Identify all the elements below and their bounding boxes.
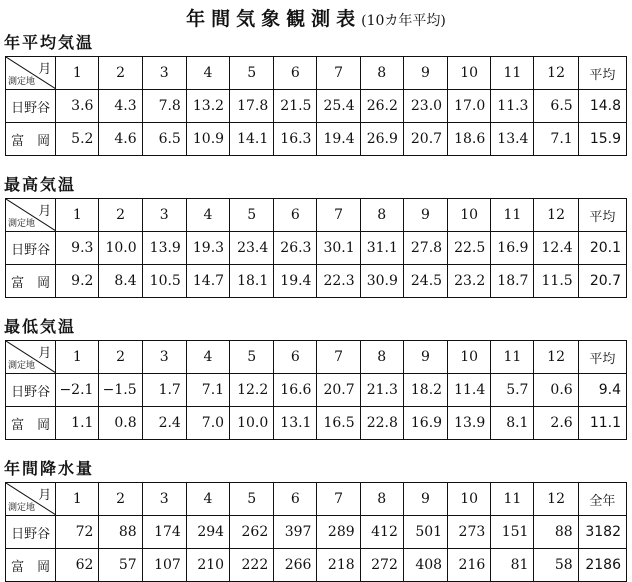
value-cell: 6.5 <box>142 123 186 156</box>
place-cell: 富 岡 <box>6 123 56 156</box>
value-cell: 174 <box>142 516 186 549</box>
table-row <box>6 123 627 156</box>
corner-cell <box>6 199 56 232</box>
value-cell: 7.1 <box>186 374 229 407</box>
header-row <box>6 341 627 374</box>
value-cell: 24.5 <box>403 265 447 298</box>
month-header: 10 <box>448 483 491 516</box>
value-cell: 0.8 <box>99 407 142 440</box>
corner-cell <box>6 57 56 90</box>
value-cell: 88 <box>534 516 578 549</box>
corner-month-label: 月 <box>38 488 52 503</box>
value-cell: 13.9 <box>142 232 186 265</box>
month-header: 3 <box>142 483 186 516</box>
month-header: 8 <box>360 483 403 516</box>
month-header: 2 <box>99 483 142 516</box>
value-cell: 216 <box>448 549 491 582</box>
corner-month-label: 月 <box>38 204 52 219</box>
month-header: 11 <box>491 199 534 232</box>
month-header: 4 <box>186 341 229 374</box>
value-cell: 18.2 <box>403 374 447 407</box>
month-header: 4 <box>186 483 229 516</box>
value-cell: −1.5 <box>99 374 142 407</box>
month-header: 7 <box>317 199 360 232</box>
month-header: 3 <box>142 199 186 232</box>
value-cell: 12.4 <box>534 232 578 265</box>
value-cell: 11.1 <box>578 407 626 440</box>
value-cell: 19.3 <box>186 232 229 265</box>
value-cell: 412 <box>360 516 403 549</box>
value-cell: 210 <box>186 549 229 582</box>
value-cell: 19.4 <box>317 123 360 156</box>
month-header: 10 <box>448 199 491 232</box>
value-cell: 30.9 <box>360 265 403 298</box>
summary-header: 平均 <box>578 199 626 232</box>
data-table <box>5 56 627 156</box>
month-header: 6 <box>274 57 317 90</box>
value-cell: 81 <box>491 549 534 582</box>
page-title-main: 年間気象観測表 <box>186 8 362 30</box>
month-header: 2 <box>99 341 142 374</box>
value-cell: 30.1 <box>317 232 360 265</box>
value-cell: 5.7 <box>491 374 534 407</box>
value-cell: 23.4 <box>230 232 274 265</box>
corner-cell <box>6 341 56 374</box>
value-cell: 14.8 <box>578 90 626 123</box>
header-row <box>6 199 627 232</box>
month-header: 9 <box>403 483 447 516</box>
page-title <box>0 4 632 31</box>
value-cell: 23.0 <box>403 90 447 123</box>
month-header: 3 <box>142 341 186 374</box>
place-cell: 富 岡 <box>6 549 56 582</box>
value-cell: 20.7 <box>317 374 360 407</box>
value-cell: 273 <box>448 516 491 549</box>
value-cell: 4.3 <box>99 90 142 123</box>
table-row <box>6 232 627 265</box>
value-cell: 14.7 <box>186 265 229 298</box>
section-title: 最高気温 <box>4 175 77 194</box>
value-cell: 0.6 <box>534 374 578 407</box>
value-cell: 16.6 <box>274 374 317 407</box>
value-cell: 7.1 <box>534 123 578 156</box>
place-cell: 日野谷 <box>6 90 56 123</box>
corner-month-label: 月 <box>38 62 52 77</box>
value-cell: 1.1 <box>56 407 99 440</box>
value-cell: 22.5 <box>448 232 491 265</box>
value-cell: 9.4 <box>578 374 626 407</box>
value-cell: 266 <box>274 549 317 582</box>
value-cell: 16.3 <box>274 123 317 156</box>
value-cell: 8.1 <box>491 407 534 440</box>
value-cell: 20.7 <box>578 265 626 298</box>
month-header: 2 <box>99 57 142 90</box>
value-cell: 88 <box>99 516 142 549</box>
month-header: 1 <box>56 341 99 374</box>
month-header: 5 <box>230 57 274 90</box>
table-row <box>6 549 627 582</box>
value-cell: 15.9 <box>578 123 626 156</box>
value-cell: 18.1 <box>230 265 274 298</box>
value-cell: 13.1 <box>274 407 317 440</box>
value-cell: 11.4 <box>448 374 491 407</box>
month-header: 8 <box>360 57 403 90</box>
table-row <box>6 516 627 549</box>
value-cell: 18.7 <box>491 265 534 298</box>
month-header: 5 <box>230 483 274 516</box>
value-cell: 11.5 <box>534 265 578 298</box>
corner-site-label: 測定地 <box>8 361 36 371</box>
data-table <box>5 198 627 298</box>
value-cell: 262 <box>230 516 274 549</box>
value-cell: 151 <box>491 516 534 549</box>
month-header: 12 <box>534 199 578 232</box>
value-cell: 397 <box>274 516 317 549</box>
page-subtitle: (10カ年平均) <box>361 13 446 29</box>
value-cell: 13.2 <box>186 90 229 123</box>
corner-cell <box>6 483 56 516</box>
month-header: 7 <box>317 341 360 374</box>
month-header: 5 <box>230 341 274 374</box>
month-header: 4 <box>186 57 229 90</box>
value-cell: −2.1 <box>56 374 99 407</box>
corner-month-label: 月 <box>38 346 52 361</box>
header-row <box>6 57 627 90</box>
value-cell: 9.2 <box>56 265 99 298</box>
value-cell: 10.5 <box>142 265 186 298</box>
month-header: 11 <box>491 341 534 374</box>
summary-header: 全年 <box>578 483 626 516</box>
month-header: 12 <box>534 483 578 516</box>
value-cell: 2.6 <box>534 407 578 440</box>
value-cell: 218 <box>317 549 360 582</box>
month-header: 12 <box>534 341 578 374</box>
table-row <box>6 265 627 298</box>
month-header: 9 <box>403 341 447 374</box>
value-cell: 6.5 <box>534 90 578 123</box>
place-cell: 日野谷 <box>6 374 56 407</box>
month-header: 8 <box>360 341 403 374</box>
summary-header: 平均 <box>578 341 626 374</box>
corner-site-label: 測定地 <box>8 77 36 87</box>
data-table <box>5 482 627 582</box>
value-cell: 3182 <box>578 516 626 549</box>
value-cell: 9.3 <box>56 232 99 265</box>
value-cell: 272 <box>360 549 403 582</box>
value-cell: 21.5 <box>274 90 317 123</box>
value-cell: 19.4 <box>274 265 317 298</box>
value-cell: 10.0 <box>230 407 274 440</box>
value-cell: 294 <box>186 516 229 549</box>
value-cell: 58 <box>534 549 578 582</box>
corner-site-label: 測定地 <box>8 503 36 513</box>
month-header: 6 <box>274 483 317 516</box>
value-cell: 2.4 <box>142 407 186 440</box>
value-cell: 23.2 <box>448 265 491 298</box>
value-cell: 13.4 <box>491 123 534 156</box>
value-cell: 222 <box>230 549 274 582</box>
value-cell: 13.9 <box>448 407 491 440</box>
value-cell: 17.0 <box>448 90 491 123</box>
month-header: 1 <box>56 199 99 232</box>
value-cell: 501 <box>403 516 447 549</box>
value-cell: 18.6 <box>448 123 491 156</box>
month-header: 1 <box>56 483 99 516</box>
table-row <box>6 90 627 123</box>
place-cell: 富 岡 <box>6 407 56 440</box>
summary-header: 平均 <box>578 57 626 90</box>
value-cell: 27.8 <box>403 232 447 265</box>
value-cell: 10.9 <box>186 123 229 156</box>
value-cell: 16.5 <box>317 407 360 440</box>
month-header: 10 <box>448 57 491 90</box>
value-cell: 22.8 <box>360 407 403 440</box>
value-cell: 16.9 <box>491 232 534 265</box>
value-cell: 7.0 <box>186 407 229 440</box>
value-cell: 57 <box>99 549 142 582</box>
month-header: 8 <box>360 199 403 232</box>
value-cell: 107 <box>142 549 186 582</box>
value-cell: 10.0 <box>99 232 142 265</box>
table-row <box>6 374 627 407</box>
table-row <box>6 407 627 440</box>
month-header: 9 <box>403 199 447 232</box>
value-cell: 21.3 <box>360 374 403 407</box>
value-cell: 26.3 <box>274 232 317 265</box>
month-header: 7 <box>317 483 360 516</box>
value-cell: 8.4 <box>99 265 142 298</box>
value-cell: 2186 <box>578 549 626 582</box>
place-cell: 富 岡 <box>6 265 56 298</box>
value-cell: 26.2 <box>360 90 403 123</box>
value-cell: 72 <box>56 516 99 549</box>
month-header: 2 <box>99 199 142 232</box>
value-cell: 12.2 <box>230 374 274 407</box>
month-header: 7 <box>317 57 360 90</box>
month-header: 6 <box>274 199 317 232</box>
value-cell: 26.9 <box>360 123 403 156</box>
section-title: 年間降水量 <box>4 459 95 478</box>
place-cell: 日野谷 <box>6 516 56 549</box>
value-cell: 11.3 <box>491 90 534 123</box>
value-cell: 31.1 <box>360 232 403 265</box>
value-cell: 14.1 <box>230 123 274 156</box>
corner-site-label: 測定地 <box>8 219 36 229</box>
month-header: 11 <box>491 57 534 90</box>
month-header: 10 <box>448 341 491 374</box>
month-header: 4 <box>186 199 229 232</box>
value-cell: 289 <box>317 516 360 549</box>
header-row <box>6 483 627 516</box>
value-cell: 4.6 <box>99 123 142 156</box>
section-title: 最低気温 <box>4 317 77 336</box>
month-header: 6 <box>274 341 317 374</box>
month-header: 12 <box>534 57 578 90</box>
value-cell: 17.8 <box>230 90 274 123</box>
value-cell: 16.9 <box>403 407 447 440</box>
month-header: 11 <box>491 483 534 516</box>
value-cell: 3.6 <box>56 90 99 123</box>
data-table <box>5 340 627 440</box>
value-cell: 62 <box>56 549 99 582</box>
value-cell: 5.2 <box>56 123 99 156</box>
month-header: 5 <box>230 199 274 232</box>
value-cell: 20.7 <box>403 123 447 156</box>
value-cell: 408 <box>403 549 447 582</box>
value-cell: 7.8 <box>142 90 186 123</box>
month-header: 9 <box>403 57 447 90</box>
value-cell: 22.3 <box>317 265 360 298</box>
month-header: 1 <box>56 57 99 90</box>
place-cell: 日野谷 <box>6 232 56 265</box>
value-cell: 20.1 <box>578 232 626 265</box>
month-header: 3 <box>142 57 186 90</box>
section-title: 年平均気温 <box>4 33 95 52</box>
value-cell: 25.4 <box>317 90 360 123</box>
value-cell: 1.7 <box>142 374 186 407</box>
